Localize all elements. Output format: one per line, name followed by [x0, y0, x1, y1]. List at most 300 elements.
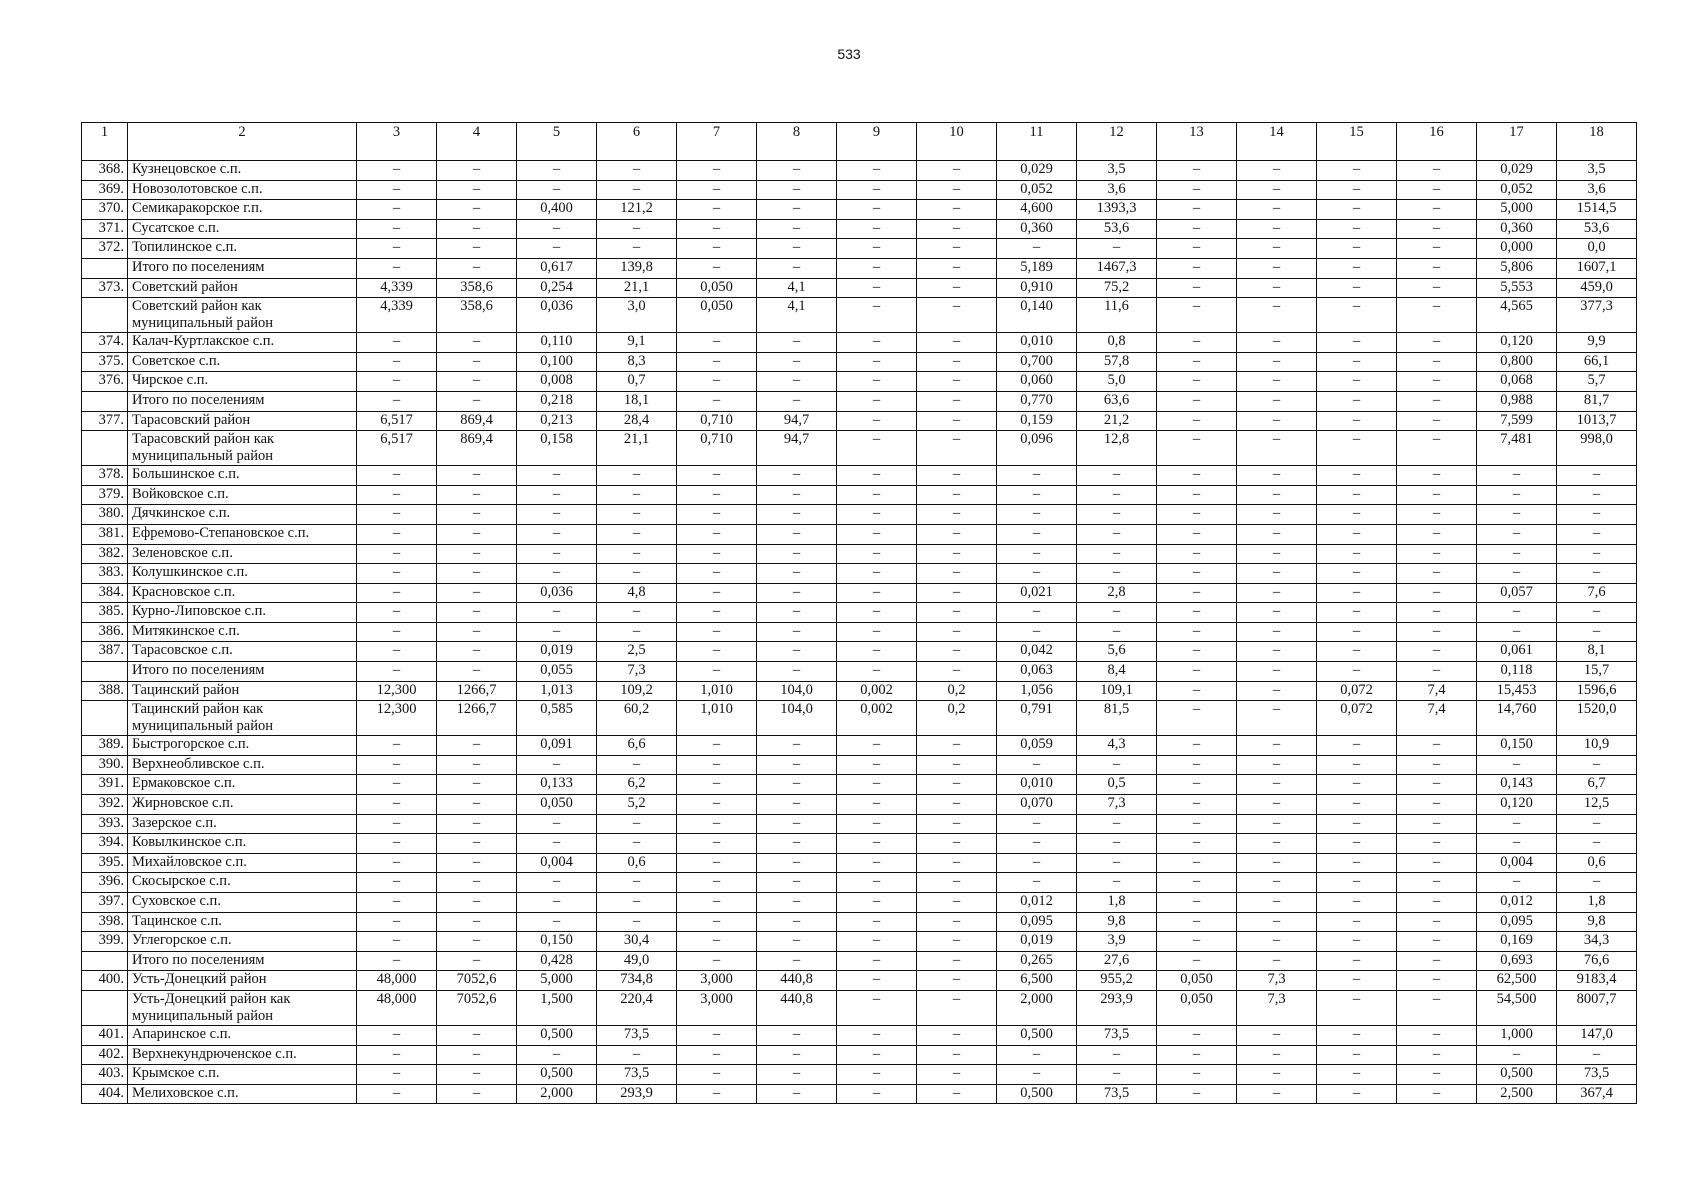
table-row [82, 642, 1637, 662]
value-cell: – [1077, 239, 1157, 259]
value-cell: – [1557, 564, 1637, 584]
value-cell: – [517, 834, 597, 854]
value-cell: 14,760 [1477, 701, 1557, 736]
row-number-cell: 369. [82, 180, 128, 200]
value-cell: 0,095 [1477, 912, 1557, 932]
value-cell: – [757, 622, 837, 642]
value-cell: 5,2 [597, 795, 677, 815]
value-cell: 12,5 [1557, 795, 1637, 815]
value-cell: – [677, 544, 757, 564]
value-cell: 5,000 [1477, 200, 1557, 220]
settlement-name-cell: Зазерское с.п. [128, 814, 357, 834]
value-cell: 104,0 [757, 681, 837, 701]
value-cell: – [1317, 912, 1397, 932]
row-number-cell [82, 298, 128, 333]
value-cell: 3,000 [677, 971, 757, 991]
value-cell: – [677, 505, 757, 525]
value-cell: – [677, 873, 757, 893]
value-cell: 73,5 [597, 1025, 677, 1045]
table-row [82, 258, 1637, 278]
value-cell: – [1237, 524, 1317, 544]
value-cell: – [1237, 505, 1317, 525]
value-cell: – [357, 333, 437, 353]
value-cell: – [1157, 932, 1237, 952]
value-cell: – [837, 873, 917, 893]
value-cell: 0,029 [1477, 161, 1557, 181]
value-cell: – [677, 372, 757, 392]
value-cell: 8,4 [1077, 662, 1157, 682]
value-cell: 0,118 [1477, 662, 1557, 682]
settlement-name-cell: Мелиховское с.п. [128, 1084, 357, 1104]
data-table [81, 122, 1637, 1104]
value-cell: – [1157, 873, 1237, 893]
settlement-name-cell: Суховское с.п. [128, 893, 357, 913]
value-cell: – [1317, 239, 1397, 259]
value-cell: 7,599 [1477, 411, 1557, 431]
value-cell: – [1397, 873, 1477, 893]
value-cell: – [837, 485, 917, 505]
value-cell: – [517, 161, 597, 181]
settlement-name-cell: Зеленовское с.п. [128, 544, 357, 564]
value-cell: – [437, 932, 517, 952]
value-cell: – [837, 298, 917, 333]
value-cell: – [1077, 755, 1157, 775]
value-cell: 0,120 [1477, 795, 1557, 815]
value-cell: – [757, 873, 837, 893]
value-cell: 0,770 [997, 391, 1077, 411]
column-header: 6 [597, 123, 677, 161]
value-cell: 7,481 [1477, 431, 1557, 466]
value-cell: – [917, 524, 997, 544]
value-cell: – [1237, 662, 1317, 682]
table-row [82, 873, 1637, 893]
value-cell: 12,300 [357, 681, 437, 701]
table-row [82, 431, 1637, 466]
value-cell: – [1397, 642, 1477, 662]
value-cell: – [917, 1065, 997, 1085]
value-cell: – [917, 1045, 997, 1065]
value-cell: – [357, 1065, 437, 1085]
value-cell: – [1317, 278, 1397, 298]
value-cell: 0,050 [1157, 971, 1237, 991]
value-cell: 440,8 [757, 990, 837, 1025]
settlement-name-cell: Большинское с.п. [128, 466, 357, 486]
row-number-cell [82, 391, 128, 411]
value-cell: 0,617 [517, 258, 597, 278]
table-row [82, 775, 1637, 795]
value-cell: 0,019 [517, 642, 597, 662]
settlement-name-cell: Углегорское с.п. [128, 932, 357, 952]
value-cell: – [837, 834, 917, 854]
value-cell: – [1477, 603, 1557, 623]
value-cell: 1467,3 [1077, 258, 1157, 278]
value-cell: – [1477, 873, 1557, 893]
value-cell: 8,3 [597, 352, 677, 372]
row-number-cell [82, 701, 128, 736]
table-row [82, 755, 1637, 775]
value-cell: – [1557, 505, 1637, 525]
value-cell: – [1397, 755, 1477, 775]
value-cell: – [1397, 466, 1477, 486]
row-number-cell: 386. [82, 622, 128, 642]
value-cell: – [1157, 411, 1237, 431]
value-cell: – [1317, 603, 1397, 623]
value-cell: – [1157, 524, 1237, 544]
value-cell: – [1317, 180, 1397, 200]
value-cell: – [1477, 564, 1557, 584]
value-cell: 6,500 [997, 971, 1077, 991]
value-cell: – [1317, 795, 1397, 815]
value-cell: – [837, 161, 917, 181]
row-number-cell: 371. [82, 219, 128, 239]
settlement-name-cell: Дячкинское с.п. [128, 505, 357, 525]
value-cell: – [597, 912, 677, 932]
value-cell: – [357, 564, 437, 584]
value-cell: – [1397, 603, 1477, 623]
value-cell: – [677, 485, 757, 505]
settlement-name-cell: Итого по поселениям [128, 951, 357, 971]
value-cell: – [1157, 853, 1237, 873]
value-cell: – [437, 1045, 517, 1065]
value-cell: – [757, 485, 837, 505]
value-cell: 81,5 [1077, 701, 1157, 736]
value-cell: – [1157, 564, 1237, 584]
value-cell: – [917, 180, 997, 200]
value-cell: – [917, 352, 997, 372]
value-cell: 0,265 [997, 951, 1077, 971]
value-cell: – [837, 180, 917, 200]
column-header: 15 [1317, 123, 1397, 161]
value-cell: – [437, 161, 517, 181]
value-cell: – [1397, 161, 1477, 181]
settlement-name-cell: Ковылкинское с.п. [128, 834, 357, 854]
value-cell: – [1157, 161, 1237, 181]
value-cell: – [357, 161, 437, 181]
value-cell: – [757, 912, 837, 932]
value-cell: – [677, 466, 757, 486]
value-cell: – [1077, 466, 1157, 486]
value-cell: 0,052 [997, 180, 1077, 200]
table-row [82, 1065, 1637, 1085]
value-cell: – [1477, 524, 1557, 544]
value-cell: – [1397, 834, 1477, 854]
value-cell: – [1477, 814, 1557, 834]
value-cell: 2,8 [1077, 583, 1157, 603]
value-cell: – [1237, 736, 1317, 756]
value-cell: 358,6 [437, 278, 517, 298]
value-cell: – [1237, 795, 1317, 815]
value-cell: – [757, 775, 837, 795]
value-cell: 1266,7 [437, 681, 517, 701]
value-cell: – [1397, 795, 1477, 815]
value-cell: – [757, 524, 837, 544]
column-header: 13 [1157, 123, 1237, 161]
value-cell: 440,8 [757, 971, 837, 991]
value-cell: – [1157, 391, 1237, 411]
value-cell: 5,553 [1477, 278, 1557, 298]
value-cell: – [1077, 853, 1157, 873]
value-cell: 459,0 [1557, 278, 1637, 298]
value-cell: – [757, 814, 837, 834]
value-cell: – [757, 258, 837, 278]
value-cell: 6,7 [1557, 775, 1637, 795]
value-cell: – [1397, 431, 1477, 466]
value-cell: 0,910 [997, 278, 1077, 298]
value-cell: 0,057 [1477, 583, 1557, 603]
settlement-name-cell: Усть-Донецкий район [128, 971, 357, 991]
value-cell: – [1077, 814, 1157, 834]
value-cell: – [1157, 219, 1237, 239]
row-number-cell: 379. [82, 485, 128, 505]
value-cell: – [917, 853, 997, 873]
value-cell: – [997, 834, 1077, 854]
value-cell: – [1397, 298, 1477, 333]
value-cell: – [917, 161, 997, 181]
value-cell: 0,791 [997, 701, 1077, 736]
value-cell: 1607,1 [1557, 258, 1637, 278]
value-cell: 3,6 [1557, 180, 1637, 200]
value-cell: 0,052 [1477, 180, 1557, 200]
value-cell: – [917, 873, 997, 893]
value-cell: – [917, 391, 997, 411]
value-cell: – [997, 239, 1077, 259]
value-cell: 0,010 [997, 333, 1077, 353]
value-cell: – [1157, 583, 1237, 603]
value-cell: – [437, 893, 517, 913]
value-cell: – [597, 505, 677, 525]
value-cell: – [1557, 524, 1637, 544]
value-cell: 377,3 [1557, 298, 1637, 333]
value-cell: – [837, 893, 917, 913]
value-cell: 2,500 [1477, 1084, 1557, 1104]
value-cell: – [1397, 505, 1477, 525]
settlement-name-cell: Усть-Донецкий район как муниципальный район [128, 990, 357, 1025]
value-cell: – [837, 795, 917, 815]
value-cell: – [1157, 755, 1237, 775]
table-row [82, 603, 1637, 623]
settlement-name-cell: Скосырское с.п. [128, 873, 357, 893]
value-cell: – [357, 622, 437, 642]
value-cell: 2,000 [997, 990, 1077, 1025]
value-cell: – [517, 544, 597, 564]
value-cell: 3,0 [597, 298, 677, 333]
settlement-name-cell: Сусатское с.п. [128, 219, 357, 239]
value-cell: 0,050 [677, 278, 757, 298]
value-cell: 7,4 [1397, 681, 1477, 701]
value-cell: – [357, 814, 437, 834]
value-cell: – [917, 431, 997, 466]
value-cell: 28,4 [597, 411, 677, 431]
settlement-name-cell: Советский район как муниципальный район [128, 298, 357, 333]
row-number-cell: 377. [82, 411, 128, 431]
value-cell: – [757, 834, 837, 854]
value-cell: 1013,7 [1557, 411, 1637, 431]
value-cell: – [757, 391, 837, 411]
value-cell: 54,500 [1477, 990, 1557, 1025]
value-cell: 7052,6 [437, 990, 517, 1025]
settlement-name-cell: Ефремово-Степановское с.п. [128, 524, 357, 544]
value-cell: 7,3 [597, 662, 677, 682]
value-cell: – [917, 1025, 997, 1045]
value-cell: 73,5 [1077, 1084, 1157, 1104]
value-cell: – [1317, 951, 1397, 971]
value-cell: 0,050 [677, 298, 757, 333]
value-cell: – [677, 795, 757, 815]
value-cell: – [1077, 505, 1157, 525]
value-cell: – [997, 853, 1077, 873]
settlement-name-cell: Тарасовский район как муниципальный район [128, 431, 357, 466]
value-cell: 7052,6 [437, 971, 517, 991]
value-cell: – [677, 603, 757, 623]
value-cell: 4,1 [757, 278, 837, 298]
value-cell: 10,9 [1557, 736, 1637, 756]
value-cell: – [1317, 352, 1397, 372]
value-cell: – [1397, 564, 1477, 584]
value-cell: – [1157, 893, 1237, 913]
value-cell: – [917, 505, 997, 525]
row-number-cell: 374. [82, 333, 128, 353]
value-cell: – [837, 200, 917, 220]
value-cell: – [357, 372, 437, 392]
value-cell: – [1397, 853, 1477, 873]
row-number-cell: 370. [82, 200, 128, 220]
value-cell: 0,072 [1317, 701, 1397, 736]
value-cell: – [917, 642, 997, 662]
value-cell: 0,060 [997, 372, 1077, 392]
table-row [82, 161, 1637, 181]
value-cell: 9,8 [1557, 912, 1637, 932]
value-cell: – [997, 485, 1077, 505]
value-cell: 18,1 [597, 391, 677, 411]
value-cell: – [1317, 932, 1397, 952]
value-cell: – [437, 180, 517, 200]
table-row [82, 411, 1637, 431]
value-cell: 0,500 [997, 1084, 1077, 1104]
value-cell: – [837, 642, 917, 662]
value-cell: – [437, 544, 517, 564]
value-cell: – [1157, 1084, 1237, 1104]
value-cell: 9183,4 [1557, 971, 1637, 991]
value-cell: – [437, 834, 517, 854]
value-cell: 8007,7 [1557, 990, 1637, 1025]
table-row [82, 298, 1637, 333]
value-cell: – [1157, 180, 1237, 200]
value-cell: – [757, 333, 837, 353]
value-cell: 3,000 [677, 990, 757, 1025]
value-cell: 0,068 [1477, 372, 1557, 392]
value-cell: – [1157, 298, 1237, 333]
value-cell: – [917, 466, 997, 486]
value-cell: 5,6 [1077, 642, 1157, 662]
value-cell: – [1317, 505, 1397, 525]
value-cell: – [1317, 298, 1397, 333]
value-cell: – [1557, 814, 1637, 834]
value-cell: 3,5 [1077, 161, 1157, 181]
value-cell: 15,453 [1477, 681, 1557, 701]
value-cell: – [1317, 642, 1397, 662]
value-cell: 48,000 [357, 971, 437, 991]
value-cell: – [837, 951, 917, 971]
settlement-name-cell: Семикаракорское г.п. [128, 200, 357, 220]
value-cell: – [677, 755, 757, 775]
value-cell: 4,1 [757, 298, 837, 333]
table-row [82, 736, 1637, 756]
value-cell: – [677, 352, 757, 372]
value-cell: – [597, 755, 677, 775]
value-cell: 12,8 [1077, 431, 1157, 466]
value-cell: – [677, 180, 757, 200]
settlement-name-cell: Тарасовский район [128, 411, 357, 431]
value-cell: – [1237, 834, 1317, 854]
value-cell: – [997, 814, 1077, 834]
value-cell: 0,063 [997, 662, 1077, 682]
row-number-cell: 383. [82, 564, 128, 584]
value-cell: – [837, 258, 917, 278]
value-cell: – [1237, 161, 1317, 181]
value-cell: 94,7 [757, 431, 837, 466]
value-cell: 0,988 [1477, 391, 1557, 411]
value-cell: – [1397, 893, 1477, 913]
table-row [82, 352, 1637, 372]
value-cell: – [837, 814, 917, 834]
table-row [82, 372, 1637, 392]
value-cell: – [837, 1025, 917, 1045]
table-row [82, 505, 1637, 525]
value-cell: – [917, 622, 997, 642]
value-cell: 0,169 [1477, 932, 1557, 952]
column-header: 11 [997, 123, 1077, 161]
value-cell: – [1237, 583, 1317, 603]
settlement-name-cell: Итого по поселениям [128, 258, 357, 278]
row-number-cell: 391. [82, 775, 128, 795]
column-header: 14 [1237, 123, 1317, 161]
value-cell: 49,0 [597, 951, 677, 971]
value-cell: – [837, 583, 917, 603]
value-cell: 0,050 [1157, 990, 1237, 1025]
value-cell: – [357, 736, 437, 756]
value-cell: – [437, 755, 517, 775]
value-cell: – [597, 524, 677, 544]
value-cell: – [1317, 755, 1397, 775]
value-cell: – [1237, 932, 1317, 952]
value-cell: – [1237, 239, 1317, 259]
value-cell: – [1237, 951, 1317, 971]
value-cell: 94,7 [757, 411, 837, 431]
value-cell: – [1157, 239, 1237, 259]
settlement-name-cell: Крымское с.п. [128, 1065, 357, 1085]
row-number-cell: 378. [82, 466, 128, 486]
row-number-cell: 390. [82, 755, 128, 775]
value-cell: – [757, 932, 837, 952]
value-cell: – [837, 524, 917, 544]
value-cell: – [517, 603, 597, 623]
value-cell: – [437, 258, 517, 278]
value-cell: – [357, 485, 437, 505]
value-cell: – [1157, 622, 1237, 642]
value-cell: – [757, 1045, 837, 1065]
value-cell: – [357, 1084, 437, 1104]
value-cell: – [517, 1045, 597, 1065]
value-cell: – [357, 873, 437, 893]
value-cell: – [1157, 642, 1237, 662]
value-cell: – [437, 352, 517, 372]
value-cell: – [597, 219, 677, 239]
value-cell: – [437, 1065, 517, 1085]
value-cell: – [1477, 1045, 1557, 1065]
value-cell: – [1317, 524, 1397, 544]
row-number-cell: 403. [82, 1065, 128, 1085]
value-cell: – [1317, 990, 1397, 1025]
